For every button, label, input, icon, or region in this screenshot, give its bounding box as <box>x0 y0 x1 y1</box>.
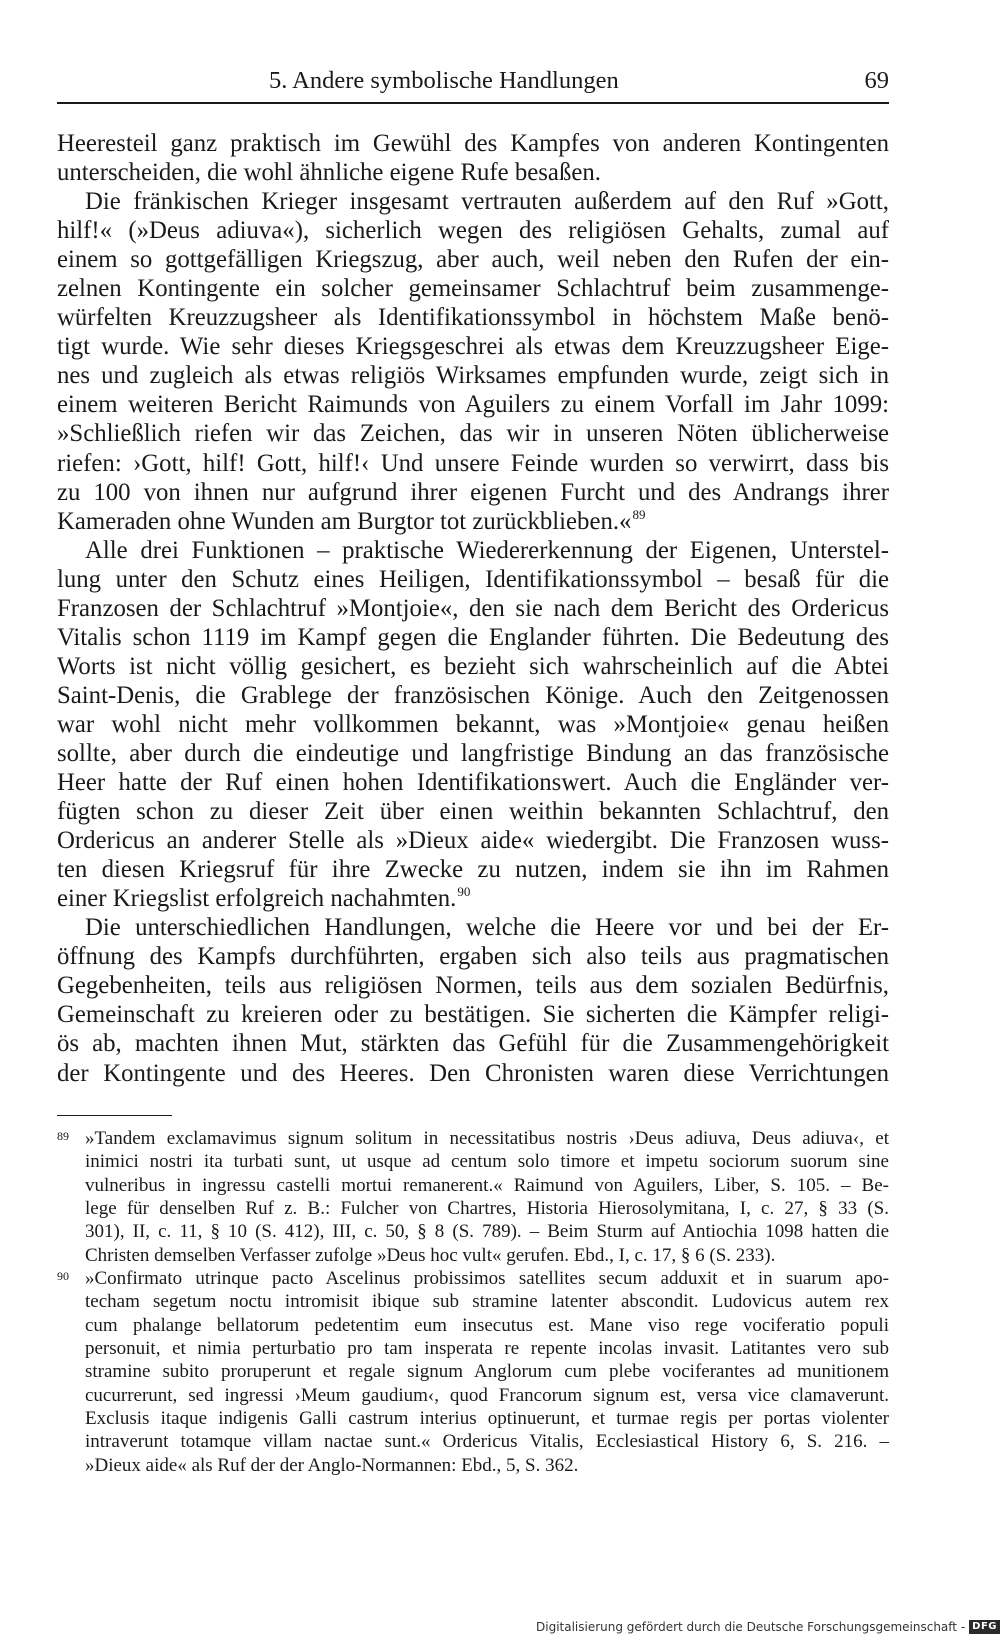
footnote-line: »Confirmato utrinque pacto Ascelinus probissimos satellites secum adduxit et in suarum apo- <box>85 1268 889 1290</box>
text-line: Gegebenheiten, teils aus religiösen Normen, teils aus dem sozialen Bedürfnis, <box>57 972 889 1000</box>
text-line: Worts ist nicht völlig gesichert, es bezieht sich wahrscheinlich auf die Abtei <box>57 652 889 680</box>
digitization-credit <box>536 1619 1000 1635</box>
text-line: »Schließlich riefen wir das Zeichen, das wir in unseren Nöten üblicherweise <box>57 420 889 448</box>
footnote-line: personuit, et nimia perturbatio pro tam insperata re repente incolas invasit. Latitantes vero sub <box>85 1338 889 1360</box>
footnote-line: lege für denselben Ruf z. B.: Fulcher von Chartres, Historia Hierosolymitana, I, c. 27, § 33 (S. <box>85 1198 889 1220</box>
text-line-content: einer Kriegslist erfolgreich nachahmten. <box>57 885 457 913</box>
footnote-89 <box>57 1127 889 1267</box>
footnote-line: techam segetum noctu intromisit ibique sub stramine latenter abscondit. Ludovicus autem rex <box>85 1291 889 1313</box>
text-line: Alle drei Funktionen – praktische Wiedererkennung der Eigenen, Unterstel- <box>85 536 889 564</box>
text-line: öffnung des Kampfs durchführten, ergaben sich also teils aus pragmatischen <box>57 943 889 971</box>
text-line: Ordericus an anderer Stelle als »Dieux aide« wiedergibt. Die Franzosen wuss- <box>57 827 889 855</box>
text-line: Heeresteil ganz praktisch im Gewühl des Kampfes von anderen Kontingenten <box>57 130 889 157</box>
text-line: zelnen Kontingente ein solcher gemeinsamer Schlachtruf beim zusammenge- <box>57 275 889 303</box>
footnote-divider <box>57 1115 172 1116</box>
main-text <box>57 129 889 1088</box>
text-line: riefen: ›Gott, hilf! Gott, hilf!‹ Und unsere Feinde wurden so verwirrt, dass bis <box>57 449 889 477</box>
text-line-content: Kameraden ohne Wunden am Burgtor tot zurückblieben.« <box>57 507 632 535</box>
text-line: Die unterschiedlichen Handlungen, welche die Heere vor und bei der Er- <box>85 914 889 942</box>
text-line: Vitalis schon 1119 im Kampf gegen die Englander führten. Die Bedeutung des <box>57 623 889 651</box>
footnote-90 <box>57 1267 889 1477</box>
text-line: nes und zugleich als etwas religiös Wirksames empfunden wurde, zeigt sich in <box>57 362 889 390</box>
text-line: ös ab, machten ihnen Mut, stärkten das Gefühl für die Zusammengehörigkeit <box>57 1030 889 1058</box>
footnote-number: 90 <box>57 1269 69 1284</box>
page-header <box>57 62 889 104</box>
text-line <box>57 884 889 913</box>
text-line: Saint-Denis, die Grablege der französischen Könige. Auch den Zeitgenossen <box>57 681 889 709</box>
footnote-line: cucurrerunt, sed ingressi ›Meum gaudium‹, quod Francorum signum est, versa vice clamaverunt. <box>85 1384 889 1406</box>
text-line: einem weiteren Bericht Raimunds von Aguilers zu einem Vorfall im Jahr 1099: <box>57 391 889 419</box>
footnote-ref-89[interactable]: 89 <box>632 506 646 522</box>
running-title: 5. Andere symbolische Handlungen <box>269 67 619 94</box>
page-number: 69 <box>864 67 889 94</box>
footnote-line: Christen demselben Verfasser zufolge »Deus hoc vult« gerufen. Ebd., I, c. 17, § 6 (S. 233). <box>85 1244 776 1266</box>
footnote-line: »Dieux aide« als Ruf der der Anglo-Normannen: Ebd., 5, S. 362. <box>85 1454 579 1476</box>
credit-text: Digitalisierung gefördert durch die Deutsche Forschungsgemeinschaft - <box>536 1620 966 1634</box>
text-line: Die fränkischen Krieger insgesamt vertrauten außerdem auf den Ruf »Gott, <box>85 188 889 216</box>
text-line: lung unter den Schutz eines Heiligen, Identifikationssymbol – besaß für die <box>57 565 889 593</box>
text-line: hilf!« (»Deus adiuva«), sicherlich wegen des religiösen Gehalts, zumal auf <box>57 217 889 245</box>
text-line: würfelten Kreuzzugsheer als Identifikationssymbol in höchstem Maße benö- <box>57 304 889 332</box>
text-line: einem so gottgefälligen Kriegszug, aber auch, weil neben den Rufen der ein- <box>57 246 889 274</box>
text-line: war wohl nicht mehr vollkommen bekannt, was »Montjoie« genau heißen <box>57 710 889 738</box>
text-line: zu 100 von ihnen nur aufgrund ihrer eigenen Furcht und des Andrangs ihrer <box>57 478 889 506</box>
text-line: tigt wurde. Wie sehr dieses Kriegsgeschrei als etwas dem Kreuzzugsheer Eige- <box>57 333 889 361</box>
footnote-line: »Tandem exclamavimus signum solitum in necessitatibus nostris ›Deus adiuva, Deus adiuva‹, et <box>85 1128 889 1149</box>
footnotes <box>57 1127 889 1477</box>
footnote-line: 301), II, c. 11, § 10 (S. 412), III, c. 50, § 8 (S. 789). – Beim Sturm auf Antiochia 1098 hatten die <box>85 1221 889 1243</box>
footnote-line: cum phalange bellatorum pedetentim eum insecutus est. Mane viso rege vociferatio populi <box>85 1314 889 1336</box>
text-line: Heer hatte der Ruf einen hohen Identifikationswert. Auch die Engländer ver- <box>57 769 889 797</box>
text-line: sollte, aber durch die eindeutige und langfristige Bindung an das französische <box>57 739 889 767</box>
text-line <box>57 507 889 536</box>
text-line: der Kontingente und des Heeres. Den Chronisten waren diese Verrichtungen <box>57 1059 889 1087</box>
dfg-logo: DFG <box>969 1620 1000 1634</box>
footnote-line: vulneribus in ingressu castelli mortui remanerent.« Raimund von Aguilers, Liber, S. 105. – Be- <box>85 1174 889 1196</box>
footnote-ref-90[interactable]: 90 <box>457 884 471 900</box>
footnote-line: stramine subito proruperunt et regale signum Anglorum cum plebe vociferantes ad munitionem <box>85 1361 889 1383</box>
text-line: Franzosen der Schlachtruf »Montjoie«, den sie nach dem Bericht des Ordericus <box>57 594 889 622</box>
footnote-line: inimici nostri ita turbati sunt, ut usque ad centum solo timore et impetu sociorum suorum sine <box>85 1151 889 1173</box>
footnote-line: intraverunt totamque villam nactae sunt.« Ordericus Vitalis, Ecclesiastical History 6, S. 216. – <box>85 1431 889 1453</box>
footnote-line: Exclusis itaque indigenis Galli castrum interius optinuerunt, et turmae regis per portas violenter <box>85 1408 889 1430</box>
text-line: Gemeinschaft zu kreieren oder zu bestätigen. Sie sicherten die Kämpfer religi- <box>57 1001 889 1029</box>
text-line: fügten schon zu dieser Zeit über einen weithin bekannten Schlachtruf, den <box>57 798 889 826</box>
footnote-number: 89 <box>57 1129 69 1143</box>
text-line: ten diesen Kriegsruf für ihre Zwecke zu nutzen, indem sie ihn im Rahmen <box>57 856 889 884</box>
text-line: unterscheiden, die wohl ähnliche eigene Rufe besaßen. <box>57 159 601 187</box>
